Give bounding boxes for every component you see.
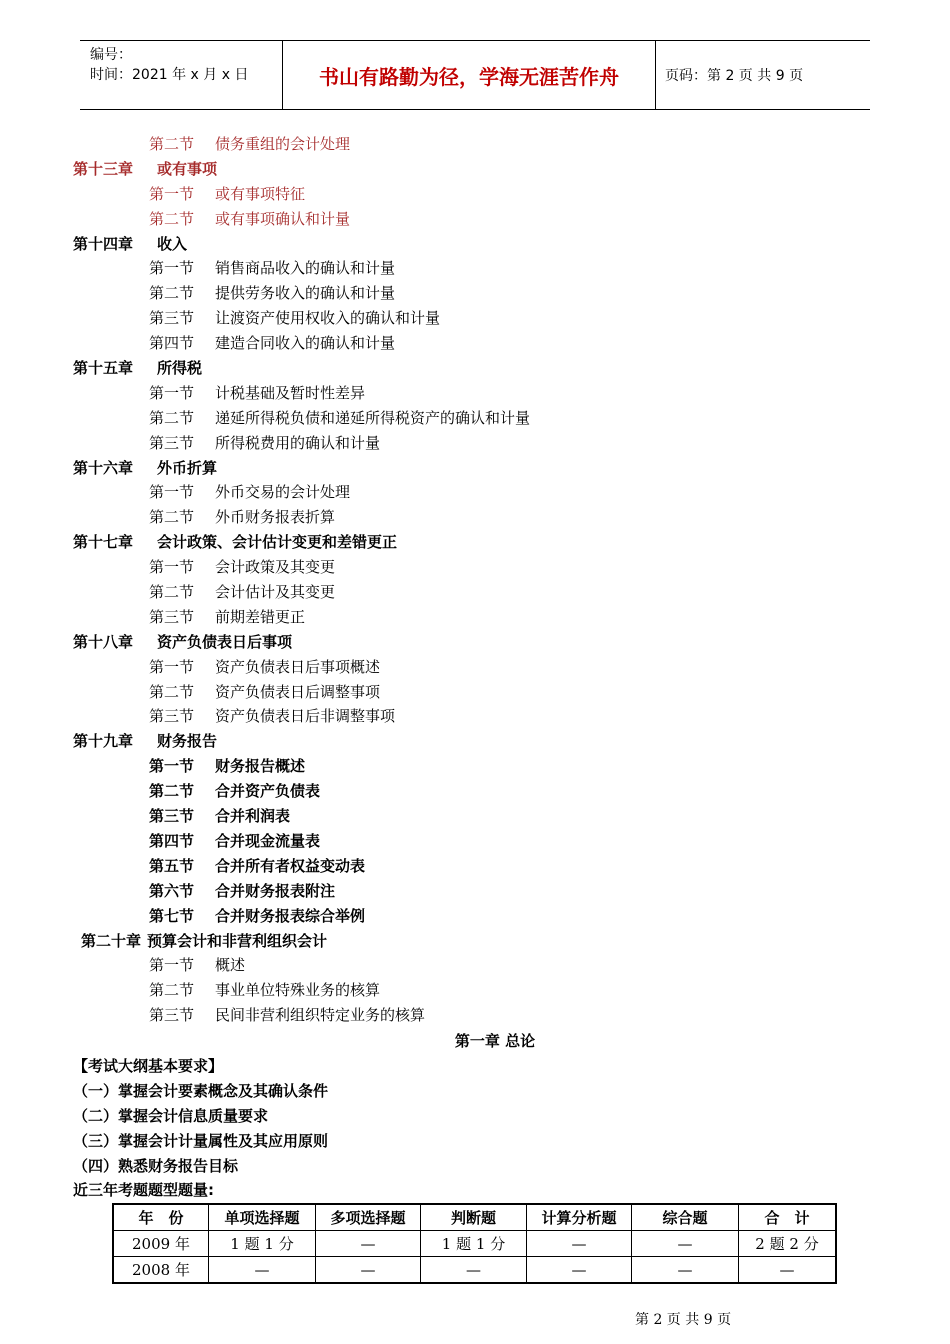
toc-number: 第五节 xyxy=(149,856,195,875)
toc-number: 第二节 xyxy=(149,782,195,801)
toc-section xyxy=(0,680,950,705)
toc-title: 外币折算 xyxy=(157,458,218,477)
col-single-choice: 单项选择题 xyxy=(209,1204,316,1231)
toc-section xyxy=(0,655,950,680)
table-cell: — xyxy=(739,1257,837,1284)
table-cell: 2 题 2 分 xyxy=(739,1231,837,1257)
toc-chapter xyxy=(0,356,950,381)
toc-title: 外币交易的会计处理 xyxy=(215,483,351,502)
toc-title: 或有事项特征 xyxy=(215,184,306,203)
toc-number: 第三节 xyxy=(149,309,195,328)
toc-section xyxy=(0,431,950,456)
toc-section xyxy=(0,256,950,281)
toc-number: 第一节 xyxy=(149,184,195,203)
exam-requirements xyxy=(73,1054,328,1203)
toc-section xyxy=(0,480,950,505)
toc-section xyxy=(0,381,950,406)
toc-title: 财务报告概述 xyxy=(215,757,306,776)
table-row xyxy=(113,1257,836,1284)
table-cell: — xyxy=(632,1257,739,1284)
header-page-info: 页码：第 2 页 共 9 页 xyxy=(665,68,804,84)
toc-title: 会计政策及其变更 xyxy=(215,558,336,577)
col-total: 合 计 xyxy=(739,1204,837,1231)
toc-title: 合并财务报表综合举例 xyxy=(215,906,366,925)
toc-number: 第一节 xyxy=(149,259,195,278)
toc-title: 会计估计及其变更 xyxy=(215,583,336,602)
toc-section xyxy=(0,879,950,904)
toc-section xyxy=(0,555,950,580)
col-calculation: 计算分析题 xyxy=(527,1204,632,1231)
toc-title: 合并财务报表附注 xyxy=(215,881,336,900)
toc-number: 第三节 xyxy=(149,807,195,826)
toc-section xyxy=(0,580,950,605)
toc-chapter xyxy=(0,729,950,754)
table-cell: — xyxy=(632,1231,739,1257)
toc-number: 第十三章 xyxy=(73,159,134,178)
requirement-item: （三）掌握会计计量属性及其应用原则 xyxy=(73,1131,329,1150)
toc-number: 第二十章 xyxy=(81,931,142,950)
toc-title: 或有事项 xyxy=(157,159,218,178)
toc-section xyxy=(0,132,950,157)
toc-title: 资产负债表日后事项概述 xyxy=(215,657,381,676)
toc-title: 债务重组的会计处理 xyxy=(215,135,351,153)
toc-section xyxy=(0,754,950,779)
toc-number: 第一节 xyxy=(149,956,195,975)
toc-number: 第二节 xyxy=(149,284,195,303)
header-id: 编号： xyxy=(90,47,132,63)
toc-section xyxy=(0,904,950,929)
toc-section xyxy=(0,854,950,879)
toc-chapter xyxy=(0,929,950,954)
toc-section xyxy=(0,207,950,232)
col-comprehensive: 综合题 xyxy=(632,1204,739,1231)
toc-number: 第三节 xyxy=(149,607,195,626)
toc-section xyxy=(0,182,950,207)
toc-title: 资产负债表日后调整事项 xyxy=(215,682,381,701)
toc-title: 前期差错更正 xyxy=(215,607,306,626)
toc-section xyxy=(0,978,950,1003)
toc-title: 合并资产负债表 xyxy=(215,782,321,801)
toc-chapter xyxy=(0,530,950,555)
toc-section xyxy=(0,281,950,306)
table-cell: — xyxy=(527,1231,632,1257)
toc-chapter xyxy=(0,456,950,481)
toc-title: 概述 xyxy=(215,956,246,975)
toc-chapter xyxy=(0,232,950,257)
toc-number: 第十五章 xyxy=(73,359,134,378)
toc-number: 第二节 xyxy=(149,209,195,228)
toc-section xyxy=(0,704,950,729)
toc-number: 第二节 xyxy=(149,408,195,427)
table-header-row xyxy=(113,1204,836,1231)
header-motto: 书山有路勤为径，学海无涯苦作舟 xyxy=(319,64,619,89)
toc-number: 第六节 xyxy=(149,881,195,900)
toc-title: 资产负债表日后事项 xyxy=(157,632,293,651)
toc-number: 第三节 xyxy=(149,707,195,726)
toc-number: 第一节 xyxy=(149,383,195,402)
requirement-item: （二）掌握会计信息质量要求 xyxy=(73,1106,269,1125)
table-cell: 2009 年 xyxy=(113,1231,209,1257)
toc-number: 第十八章 xyxy=(73,632,134,651)
table-cell: — xyxy=(209,1257,316,1284)
toc-chapter xyxy=(0,157,950,182)
table-cell: 1 题 1 分 xyxy=(421,1231,527,1257)
toc-title: 建造合同收入的确认和计量 xyxy=(215,334,396,353)
toc-number: 第二节 xyxy=(149,682,195,701)
toc-section xyxy=(0,779,950,804)
table-cell: 1 题 1 分 xyxy=(209,1231,316,1257)
toc-title: 让渡资产使用权收入的确认和计量 xyxy=(215,309,441,328)
toc-title: 提供劳务收入的确认和计量 xyxy=(215,284,396,303)
requirements-heading: 【考试大纲基本要求】 xyxy=(73,1057,224,1075)
table-cell: — xyxy=(316,1231,421,1257)
toc-number: 第十六章 xyxy=(73,458,134,477)
toc-title: 资产负债表日后非调整事项 xyxy=(215,707,396,726)
toc-title: 财务报告 xyxy=(157,732,218,751)
toc-number: 第一节 xyxy=(149,757,195,776)
table-cell: — xyxy=(421,1257,527,1284)
col-year: 年 份 xyxy=(113,1204,209,1231)
table-cell: — xyxy=(316,1257,421,1284)
toc-title: 合并利润表 xyxy=(215,807,291,826)
table-caption: 近三年考题题型题量: xyxy=(73,1181,214,1200)
toc-number: 第一节 xyxy=(149,657,195,676)
col-multi-choice: 多项选择题 xyxy=(316,1204,421,1231)
toc-title: 或有事项确认和计量 xyxy=(215,209,351,228)
toc-number: 第十九章 xyxy=(73,732,134,751)
toc-section xyxy=(0,829,950,854)
toc-number: 第十七章 xyxy=(73,533,134,552)
toc-title: 所得税费用的确认和计量 xyxy=(215,433,381,452)
toc-title: 合并现金流量表 xyxy=(215,831,321,850)
table-cell: — xyxy=(527,1257,632,1284)
toc-title: 预算会计和非营利组织会计 xyxy=(147,931,328,950)
page-footer: 第 2 页 共 9 页 xyxy=(635,1312,732,1328)
table-cell: 2008 年 xyxy=(113,1257,209,1284)
toc-number: 第一节 xyxy=(149,483,195,502)
requirement-item: （四）熟悉财务报告目标 xyxy=(73,1156,239,1175)
toc-section xyxy=(0,1003,950,1028)
toc-title: 递延所得税负债和递延所得税资产的确认和计量 xyxy=(215,408,531,427)
requirement-item: （一）掌握会计要素概念及其确认条件 xyxy=(73,1081,329,1100)
col-true-false: 判断题 xyxy=(421,1204,527,1231)
toc-section xyxy=(0,406,950,431)
toc-number: 第二节 xyxy=(149,508,195,527)
table-row xyxy=(113,1231,836,1257)
toc-title: 收入 xyxy=(157,234,188,253)
toc-number: 第二节 xyxy=(149,135,195,153)
toc-section xyxy=(0,605,950,630)
chapter-one-title: 第一章 总论 xyxy=(454,1032,536,1050)
header-divider xyxy=(655,41,656,109)
toc-number: 第三节 xyxy=(149,1006,195,1025)
toc-number: 第四节 xyxy=(149,334,195,353)
toc-title: 合并所有者权益变动表 xyxy=(215,856,366,875)
toc-section xyxy=(0,505,950,530)
toc-section xyxy=(0,306,950,331)
toc-section xyxy=(0,804,950,829)
toc-number: 第四节 xyxy=(149,831,195,850)
toc-number: 第七节 xyxy=(149,906,195,925)
toc-title: 民间非营利组织特定业务的核算 xyxy=(215,1006,426,1025)
toc-number: 第一节 xyxy=(149,558,195,577)
toc-title: 外币财务报表折算 xyxy=(215,508,336,527)
toc-title: 计税基础及暂时性差异 xyxy=(215,383,366,402)
header-meta xyxy=(90,45,280,85)
toc-title: 会计政策、会计估计变更和差错更正 xyxy=(157,533,398,552)
toc-title: 事业单位特殊业务的核算 xyxy=(215,981,381,1000)
question-stats-table xyxy=(112,1203,837,1284)
toc-title: 所得税 xyxy=(157,359,203,378)
toc-title: 销售商品收入的确认和计量 xyxy=(215,259,396,278)
toc-number: 第二节 xyxy=(149,583,195,602)
toc-chapter xyxy=(0,630,950,655)
toc-section xyxy=(0,331,950,356)
table-of-contents xyxy=(0,132,950,1028)
header-time: 时间：2021 年 x 月 x 日 xyxy=(90,67,249,83)
page-header xyxy=(80,40,870,110)
toc-number: 第三节 xyxy=(149,433,195,452)
toc-section xyxy=(0,953,950,978)
toc-number: 第二节 xyxy=(149,981,195,1000)
toc-number: 第十四章 xyxy=(73,234,134,253)
